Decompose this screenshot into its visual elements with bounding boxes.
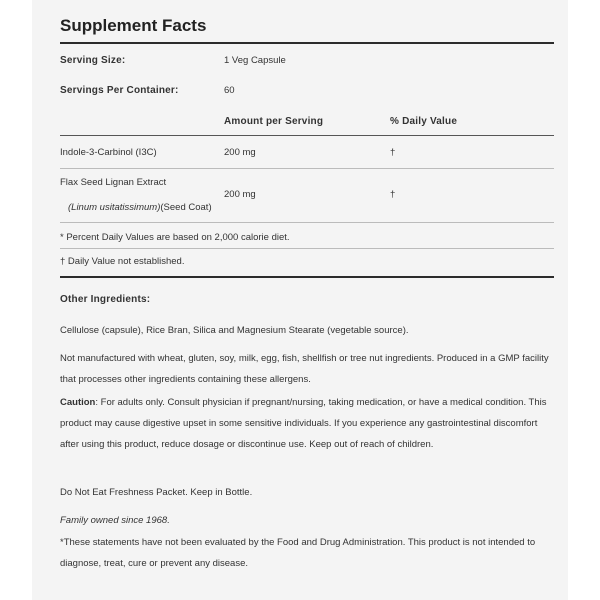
row-divider xyxy=(60,222,554,223)
servings-per-container-label: Servings Per Container: xyxy=(60,85,179,96)
ingredient-daily-value: † xyxy=(390,189,396,200)
serving-size-value: 1 Veg Capsule xyxy=(224,55,286,66)
allergen-statement: Not manufactured with wheat, gluten, soy, milk, egg, fish, shellfish or tree nut ingredients. Produced in a GMP facility that processes other ingredients containing these allergens. xyxy=(60,353,549,385)
title-divider xyxy=(60,42,554,44)
caution-statement xyxy=(60,392,554,455)
page-title: Supplement Facts xyxy=(60,16,207,35)
caution-label: Caution xyxy=(60,397,96,408)
ingredient-latin-name: (Linum usitatissimum) xyxy=(68,202,161,213)
ingredient-name: Flax Seed Lignan Extract xyxy=(60,177,167,188)
dagger-note: † Daily Value not established. xyxy=(60,256,185,267)
percent-daily-value-note: * Percent Daily Values are based on 2,000 calorie diet. xyxy=(60,232,290,243)
fda-disclaimer: *These statements have not been evaluated by the Food and Drug Administration. This product is not intended to diagnose, treat, cure or prevent any disease. xyxy=(60,537,536,569)
servings-per-container-value: 60 xyxy=(224,85,235,96)
other-ingredients-heading: Other Ingredients: xyxy=(60,294,151,305)
ingredient-botanical-name xyxy=(68,201,212,214)
facts-bottom-divider xyxy=(60,276,554,278)
ingredient-daily-value: † xyxy=(390,147,396,158)
note-divider xyxy=(60,248,554,249)
ingredient-amount: 200 mg xyxy=(224,147,256,158)
freshness-note: Do Not Eat Freshness Packet. Keep in Bottle. xyxy=(60,487,253,498)
family-owned-note: Family owned since 1968. xyxy=(60,515,170,526)
caution-text: : For adults only. Consult physician if pregnant/nursing, taking medication, or have a medical condition. This product may cause digestive upset in some sensitive individuals. If you experience any gastrointestinal discomfort after using this product, reduce dosage or discontinue use. Keep out of reach of children. xyxy=(60,397,547,450)
ingredient-amount: 200 mg xyxy=(224,189,256,200)
other-ingredients-list: Cellulose (capsule), Rice Bran, Silica and Magnesium Stearate (vegetable source). xyxy=(60,325,409,336)
row-divider xyxy=(60,168,554,169)
serving-size-label: Serving Size: xyxy=(60,55,126,66)
ingredient-plant-part: (Seed Coat) xyxy=(160,202,212,213)
ingredient-name: Indole-3-Carbinol (I3C) xyxy=(60,147,157,158)
header-divider xyxy=(60,135,554,136)
daily-value-header: % Daily Value xyxy=(390,116,458,127)
amount-per-serving-header: Amount per Serving xyxy=(224,116,324,127)
